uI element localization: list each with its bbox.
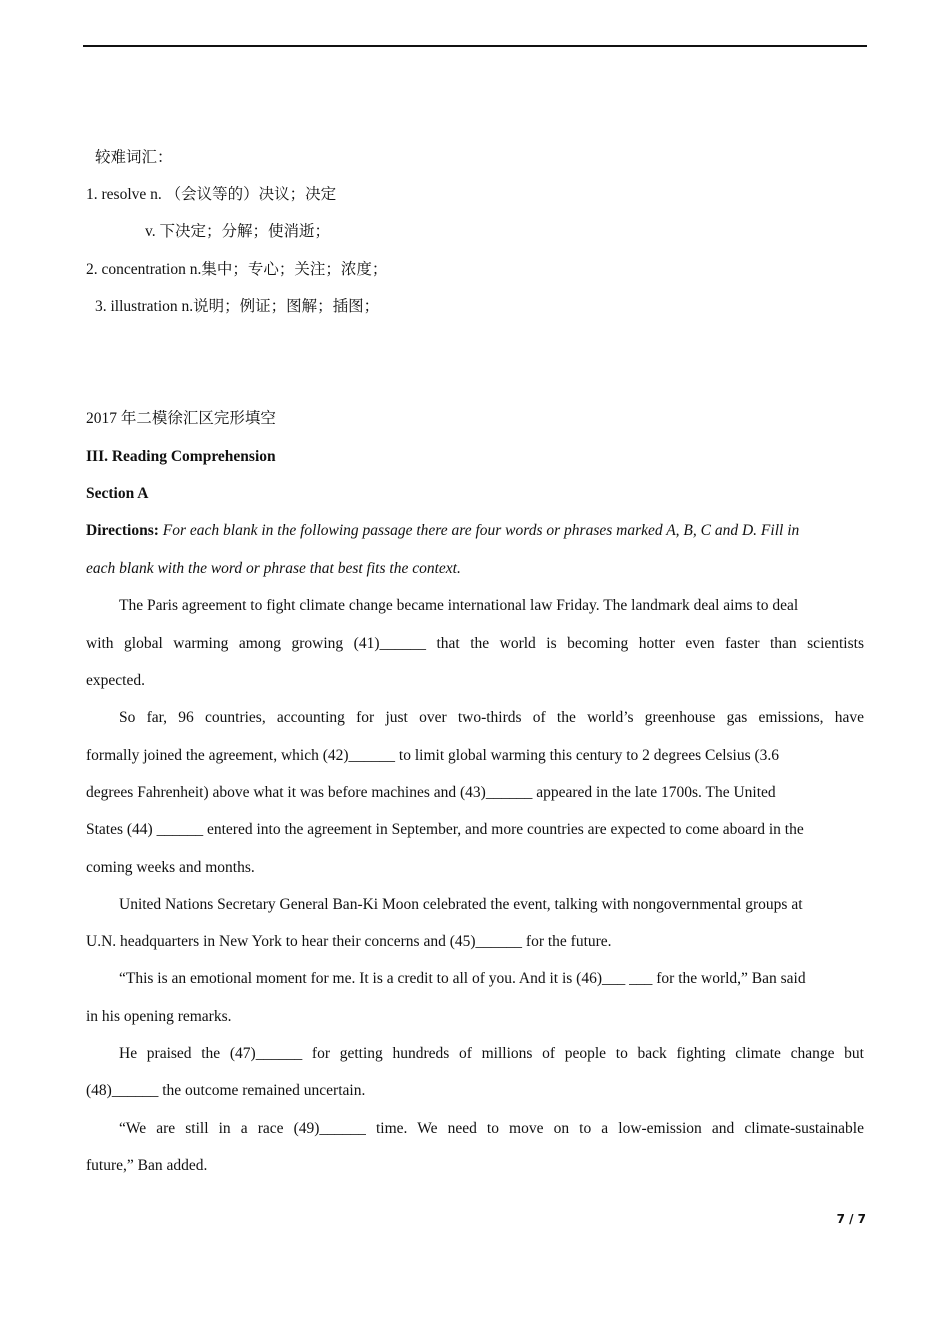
vocab-item-3: 3. illustration n.说明；例证；图解；插图； <box>95 298 380 315</box>
directions-line-1 <box>86 521 867 541</box>
passage-line: “This is an emotional moment for me. It is a credit to all of you. And it is (46)___ ___ for the world,” Ban said <box>119 970 806 987</box>
passage-line: with global warming among growing (41)______ that the world is becoming hotter even faster than scientists <box>86 635 864 652</box>
passage-line: The Paris agreement to fight climate change became international law Friday. The landmark deal aims to deal <box>119 597 799 614</box>
passage-line: (48)______ the outcome remained uncertain. <box>86 1082 366 1099</box>
header-rule <box>83 45 867 47</box>
directions-line-2: each blank with the word or phrase that best fits the context. <box>86 560 461 577</box>
passage-line: formally joined the agreement, which (42)______ to limit global warming this century to 2 degrees Celsius (3.6 <box>86 747 780 764</box>
vocab-item-2: 2. concentration n.集中；专心；关注；浓度； <box>86 261 388 278</box>
passage-line: U.N. headquarters in New York to hear their concerns and (45)______ for the future. <box>86 933 612 950</box>
passage-line: He praised the (47)______ for getting hundreds of millions of people to back fighting climate change but <box>119 1045 864 1062</box>
passage-line: expected. <box>86 672 145 689</box>
passage-line: “We are still in a race (49)______ time. We need to move on to a low-emission and climate-sustainable <box>119 1120 864 1137</box>
exam-label: 2017 年二模徐汇区完形填空 <box>86 410 276 427</box>
passage-line: States (44) ______ entered into the agreement in September, and more countries are expected to come aboard in the <box>86 821 804 838</box>
passage-line: degrees Fahrenheit) above what it was before machines and (43)______ appeared in the late 1700s. The United <box>86 784 776 801</box>
passage-line: So far, 96 countries, accounting for just over two-thirds of the world’s greenhouse gas emissions, have <box>119 709 864 726</box>
vocab-title: 较难词汇： <box>95 149 173 166</box>
passage-line: in his opening remarks. <box>86 1008 232 1025</box>
page-number: 7 / 7 <box>836 1212 866 1226</box>
passage-line: coming weeks and months. <box>86 859 255 876</box>
vocab-item-1-verb: v. 下决定；分解；使消逝； <box>145 223 330 240</box>
directions-label: Directions: <box>86 522 159 539</box>
directions-text-1: For each blank in the following passage there are four words or phrases marked A, B, C and D. Fill in <box>162 522 800 539</box>
passage-line: future,” Ban added. <box>86 1157 208 1174</box>
section-subheading: Section A <box>86 485 149 502</box>
vocab-item-1: 1. resolve n. （会议等的）决议；决定 <box>86 186 337 203</box>
section-heading: III. Reading Comprehension <box>86 448 276 465</box>
passage-line: United Nations Secretary General Ban-Ki Moon celebrated the event, talking with nongovernmental groups at <box>119 896 803 913</box>
